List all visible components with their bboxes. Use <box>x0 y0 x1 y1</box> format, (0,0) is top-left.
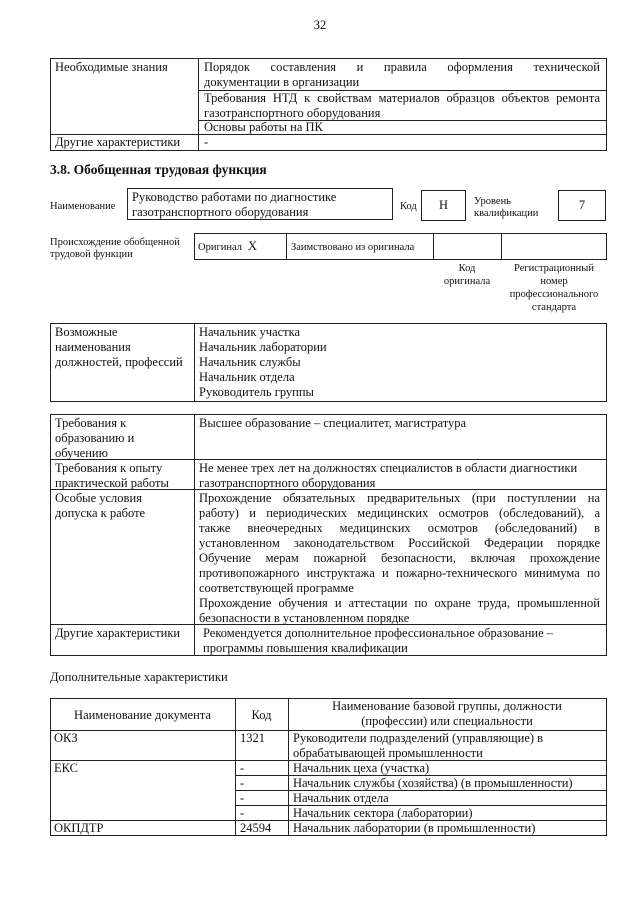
other-characteristics-label: Другие характеристики <box>55 135 181 149</box>
col-header-document: Наименование документа <box>74 708 211 722</box>
original-mark: Х <box>248 239 258 253</box>
education-value: Высшее образование – специалитет, магистратура <box>199 416 467 430</box>
knowledge-label: Необходимые знания <box>55 60 168 74</box>
table-row-code: 24594 <box>240 821 272 835</box>
condition-line: Прохождение обучения и аттестации по охране труда, промышленной <box>199 596 600 610</box>
knowledge-item: документации в организации <box>204 75 360 89</box>
table-row-name: Начальник сектора (лаборатории) <box>293 806 473 820</box>
table-row-code: - <box>240 761 245 775</box>
education-label: Требования к образованию и обучению <box>55 416 135 460</box>
table-row-name: Начальник цеха (участка) <box>293 761 430 775</box>
col-header-code: Код <box>251 708 272 722</box>
experience-label: Требования к опыту практической работы <box>55 461 169 490</box>
position-item: Начальник участка <box>199 325 301 339</box>
code-box <box>421 190 466 221</box>
condition-line: установленном законодательством Российской Федерации порядке <box>199 536 600 550</box>
code-value: Н <box>438 198 449 212</box>
table-row-name: Начальник отдела <box>293 791 389 805</box>
col-header-name: Наименование базовой группы, должности (профессии) или специальности <box>332 699 562 728</box>
position-item: Начальник службы <box>199 355 301 369</box>
origin-label: трудовой функции <box>50 249 133 260</box>
positions-list <box>199 325 327 400</box>
condition-line: Прохождение обязательных предварительных (при поступлении на <box>199 491 600 505</box>
table-row-code: 1321 <box>240 731 265 745</box>
page-number: 32 <box>313 18 327 32</box>
position-item: Руководитель группы <box>199 385 314 399</box>
position-item: Начальник отдела <box>199 370 295 384</box>
knowledge-item: газотранспортного оборудования <box>204 106 381 120</box>
level-box <box>558 190 606 221</box>
knowledge-item: Требования НТД к свойствам материалов образцов объектов ремонта <box>204 91 600 105</box>
condition-line: также внеочередных медицинских осмотров (обследований) в <box>199 521 600 535</box>
table-row-doc: ОКПДТР <box>54 821 104 835</box>
knowledge-item: Порядок составления и правила оформления технической <box>204 60 600 74</box>
positions-label: Возможные наименования должностей, профессий <box>55 325 183 369</box>
registration-number-caption: Регистрационный номер профессионального стандарта <box>509 263 599 313</box>
other-requirements-value: Рекомендуется дополнительное профессиональное образование – программы повышения квалификации <box>203 626 554 655</box>
table-row-code: - <box>240 791 245 805</box>
knowledge-item: Основы работы на ПК <box>204 120 323 134</box>
condition-line: Обучение мерам пожарной безопасности, включая прохождение <box>199 551 600 565</box>
function-name: газотранспортного оборудования <box>132 205 309 219</box>
position-item: Начальник лаборатории <box>199 340 327 354</box>
admission-conditions-value <box>199 491 600 626</box>
function-name-box <box>127 188 393 220</box>
other-requirements-label: Другие характеристики <box>55 626 181 640</box>
additional-heading: Дополнительные характеристики <box>50 670 228 684</box>
table-row-doc: ОКЗ <box>54 731 78 745</box>
table-row-code: - <box>240 806 245 820</box>
code-original-caption: Код оригинала <box>443 263 491 287</box>
table-row-doc: ЕКС <box>54 761 78 775</box>
origin-label: Происхождение обобщенной <box>50 237 180 248</box>
admission-conditions-label: Особые условия допуска к работе <box>55 491 146 520</box>
level-value: 7 <box>578 198 586 212</box>
borrowed-label: Заимствовано из оригинала <box>291 242 415 253</box>
table-row-name: Начальник службы (хозяйства) (в промышленности) <box>293 776 573 790</box>
condition-line: работу) и периодических медицинских осмотров (обследований), а <box>199 506 600 520</box>
table-row-name: Руководители подразделений (управляющие) в обрабатывающей промышленности <box>293 731 544 760</box>
condition-line: противопожарного инструктажа и пожарно-технического минимума по <box>199 566 600 580</box>
section-title: 3.8. Обобщенная трудовая функция <box>50 162 267 177</box>
other-characteristics-value: - <box>204 135 209 149</box>
level-label: Уровень <box>474 196 511 207</box>
experience-value: Не менее трех лет на должностях специалистов в области диагностики газотранспортного оборудования <box>199 461 578 490</box>
table-row-name: Начальник лаборатории (в промышленности) <box>293 821 536 835</box>
original-label: Оригинал <box>198 242 242 253</box>
condition-line: соответствующей программе <box>199 581 354 595</box>
condition-line: безопасности в установленном порядке <box>199 611 410 625</box>
code-label: Код <box>400 201 417 212</box>
name-label: Наименование <box>50 201 116 212</box>
function-name: Руководство работами по диагностике <box>132 190 337 204</box>
level-label: квалификации <box>474 208 539 219</box>
table-row-code: - <box>240 776 245 790</box>
